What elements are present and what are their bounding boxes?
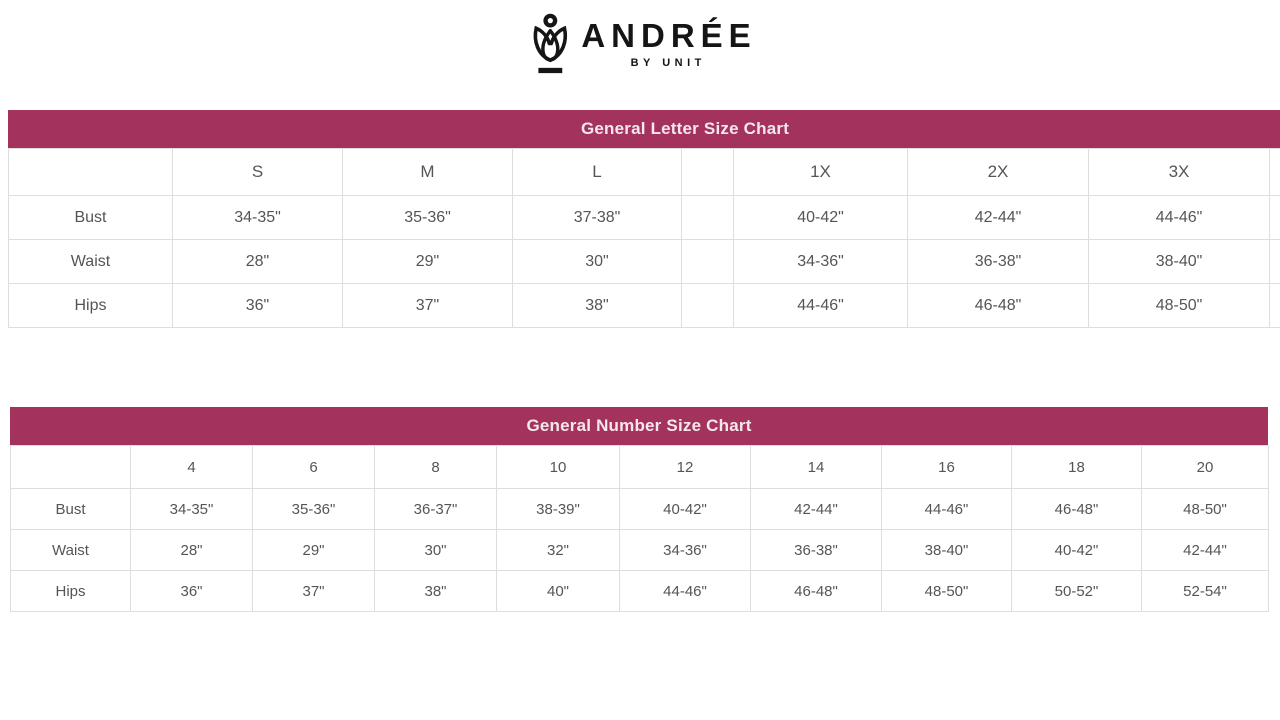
size-value-cell: 44-46"	[734, 284, 908, 328]
column-header: S	[173, 149, 343, 196]
size-value-cell: 40-42"	[620, 489, 751, 530]
size-value-cell: 28"	[131, 530, 253, 571]
size-value-cell: 52-54"	[1142, 571, 1269, 612]
size-value-cell: 35-36"	[253, 489, 375, 530]
brand-tagline: BY UNIT	[630, 57, 706, 70]
size-value-cell: 37"	[253, 571, 375, 612]
size-value-cell: 38"	[375, 571, 497, 612]
table-title-bar: General Number Size Chart	[10, 407, 1268, 445]
size-value-cell: 29"	[253, 530, 375, 571]
size-value-cell: 36-38"	[751, 530, 882, 571]
column-header: 12	[620, 446, 751, 489]
header-row	[11, 446, 1269, 489]
column-header: 6	[253, 446, 375, 489]
size-value-cell: 42-44"	[1142, 530, 1269, 571]
column-header: 1X	[734, 149, 908, 196]
column-header: 8	[375, 446, 497, 489]
empty-cell	[1270, 284, 1280, 328]
size-value-cell: 48-50"	[882, 571, 1012, 612]
row-label: Waist	[9, 240, 173, 284]
column-header: M	[343, 149, 513, 196]
table-row	[9, 240, 1280, 284]
column-header: 16	[882, 446, 1012, 489]
size-value-cell: 37-38"	[513, 196, 682, 240]
column-header: 2X	[908, 149, 1089, 196]
size-value-cell: 42-44"	[908, 196, 1089, 240]
size-value-cell: 48-50"	[1089, 284, 1270, 328]
row-label: Hips	[9, 284, 173, 328]
header-row	[9, 149, 1280, 196]
size-value-cell: 46-48"	[1012, 489, 1142, 530]
empty-cell	[682, 284, 734, 328]
column-header: 10	[497, 446, 620, 489]
row-label: Hips	[11, 571, 131, 612]
row-label: Bust	[11, 489, 131, 530]
empty-header-cell	[11, 446, 131, 489]
size-value-cell: 34-35"	[173, 196, 343, 240]
column-header: 4	[131, 446, 253, 489]
column-header: 18	[1012, 446, 1142, 489]
size-value-cell: 29"	[343, 240, 513, 284]
empty-cell	[1270, 196, 1280, 240]
size-value-cell: 38-40"	[882, 530, 1012, 571]
column-header: 14	[751, 446, 882, 489]
size-value-cell: 36-37"	[375, 489, 497, 530]
size-value-cell: 36-38"	[908, 240, 1089, 284]
size-value-cell: 44-46"	[882, 489, 1012, 530]
column-header: L	[513, 149, 682, 196]
size-value-cell: 28"	[173, 240, 343, 284]
size-value-cell: 46-48"	[908, 284, 1089, 328]
size-value-cell: 40"	[497, 571, 620, 612]
size-value-cell: 40-42"	[734, 196, 908, 240]
column-header: 3X	[1089, 149, 1270, 196]
size-value-cell: 34-36"	[620, 530, 751, 571]
row-label: Bust	[9, 196, 173, 240]
size-value-cell: 35-36"	[343, 196, 513, 240]
number-size-chart	[10, 407, 1268, 612]
size-value-cell: 50-52"	[1012, 571, 1142, 612]
table-row	[11, 530, 1269, 571]
size-value-cell: 30"	[375, 530, 497, 571]
size-value-cell: 30"	[513, 240, 682, 284]
size-value-cell: 44-46"	[620, 571, 751, 612]
empty-cell	[1270, 240, 1280, 284]
table-row	[11, 489, 1269, 530]
size-value-cell: 38-40"	[1089, 240, 1270, 284]
empty-header-cell	[682, 149, 734, 196]
table-row	[9, 196, 1280, 240]
tulip-flower-icon	[529, 12, 571, 76]
table-title-bar: General Letter Size Chart	[8, 110, 1280, 148]
empty-cell	[682, 240, 734, 284]
empty-header-cell	[1270, 149, 1280, 196]
size-value-cell: 36"	[131, 571, 253, 612]
size-value-cell: 36"	[173, 284, 343, 328]
size-value-cell: 38"	[513, 284, 682, 328]
number-size-table	[10, 445, 1269, 612]
size-value-cell: 44-46"	[1089, 196, 1270, 240]
table-row	[11, 571, 1269, 612]
size-value-cell: 34-35"	[131, 489, 253, 530]
size-value-cell: 34-36"	[734, 240, 908, 284]
size-value-cell: 37"	[343, 284, 513, 328]
empty-cell	[682, 196, 734, 240]
size-value-cell: 48-50"	[1142, 489, 1269, 530]
size-value-cell: 38-39"	[497, 489, 620, 530]
size-value-cell: 32"	[497, 530, 620, 571]
brand-name: ANDRÉE	[581, 16, 757, 54]
table-row	[9, 284, 1280, 328]
size-value-cell: 42-44"	[751, 489, 882, 530]
size-value-cell: 40-42"	[1012, 530, 1142, 571]
letter-size-table	[8, 148, 1280, 328]
empty-header-cell	[9, 149, 173, 196]
letter-size-chart	[8, 110, 1280, 328]
brand-logo[interactable]	[529, 12, 757, 76]
size-value-cell: 46-48"	[751, 571, 882, 612]
row-label: Waist	[11, 530, 131, 571]
column-header: 20	[1142, 446, 1269, 489]
